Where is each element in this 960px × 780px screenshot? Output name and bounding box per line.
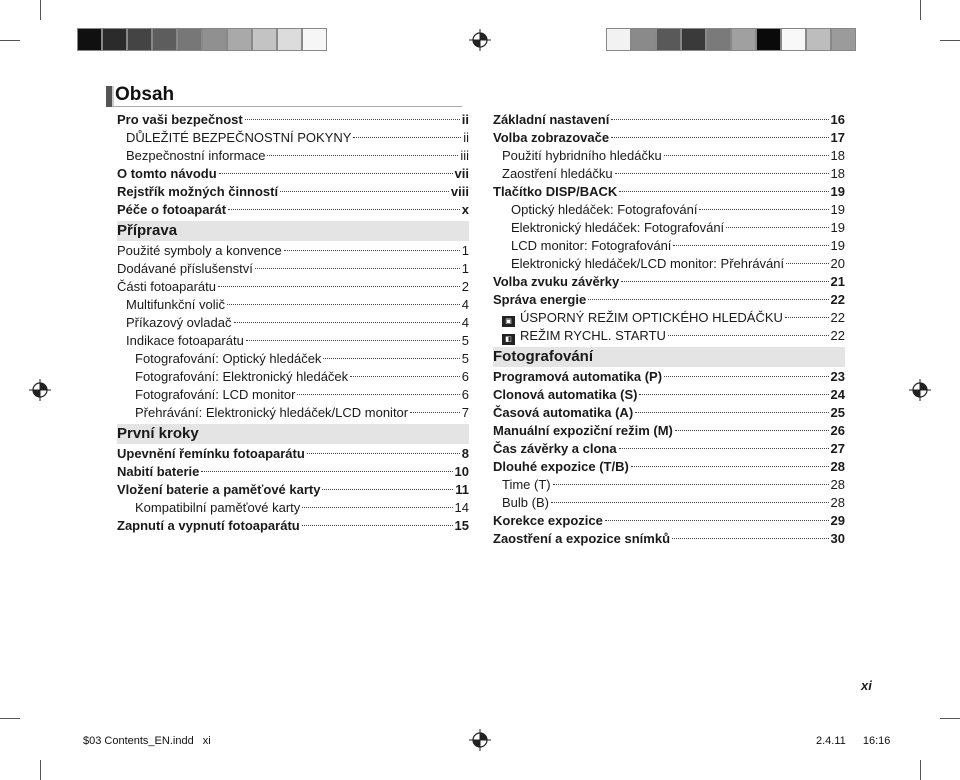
toc-entry-title: Elektronický hledáček: Fotografování: [511, 220, 725, 235]
toc-entry[interactable]: [117, 165, 469, 183]
toc-entry-page: 21: [830, 274, 845, 289]
toc-entry[interactable]: [493, 368, 845, 386]
toc-entry-page: iii: [460, 148, 469, 163]
crop-mark: [40, 760, 41, 780]
toc-entry[interactable]: [117, 463, 469, 481]
heading-marker: [106, 86, 112, 107]
toc-entry-title: Části fotoaparátu: [117, 279, 217, 294]
dot-leader: [284, 250, 460, 251]
color-swatch: [252, 28, 277, 51]
toc-entry-title: Nabití baterie: [117, 464, 200, 479]
dot-leader: [673, 245, 828, 246]
toc-entry-page: 5: [461, 351, 469, 366]
dot-leader: [786, 263, 828, 264]
toc-entry-title: Základní nastavení: [493, 112, 610, 127]
toc-entry-page: ii: [461, 112, 469, 127]
toc-entry-page: 18: [830, 148, 845, 163]
toc-entry-title: Elektronický hledáček/LCD monitor: Přehrávání: [511, 256, 785, 271]
dot-leader: [227, 304, 460, 305]
toc-entry-page: 4: [461, 315, 469, 330]
toc-entry-page: 20: [830, 256, 845, 271]
toc-entry-page: x: [461, 202, 469, 217]
dot-leader: [631, 466, 829, 467]
color-swatch: [706, 28, 731, 51]
dot-leader: [307, 453, 460, 454]
slug-date: 2.4.11: [816, 735, 846, 747]
dot-leader: [246, 340, 460, 341]
dot-leader: [611, 137, 828, 138]
registration-mark-icon: [909, 379, 931, 401]
toc-entry[interactable]: [493, 404, 845, 422]
toc-entry-page: 29: [830, 513, 845, 528]
toc-entry[interactable]: [493, 476, 845, 494]
toc-entry-title: Časová automatika (A): [493, 405, 634, 420]
dot-leader: [302, 525, 453, 526]
toc-entry-page: 19: [830, 238, 845, 253]
toc-entry[interactable]: [493, 440, 845, 458]
crop-mark: [940, 40, 960, 41]
toc-entry[interactable]: [493, 201, 845, 219]
dot-leader: [551, 502, 829, 503]
toc-entry-title: Přehrávání: Elektronický hledáček/LCD monitor: [135, 405, 409, 420]
toc-entry-title: Fotografování: Optický hledáček: [135, 351, 322, 366]
dot-leader: [201, 471, 452, 472]
slug-time: 16:16: [862, 735, 891, 747]
color-swatch: [277, 28, 302, 51]
slug-file: [83, 735, 211, 747]
toc-entry-title: LCD monitor: Fotografování: [511, 238, 672, 253]
toc-entry-page: 14: [454, 500, 469, 515]
section-heading: Fotografování: [493, 347, 845, 367]
toc-entry[interactable]: [493, 530, 845, 548]
toc-entry-page: 25: [830, 405, 845, 420]
toc-entry[interactable]: [117, 332, 469, 350]
dot-leader: [621, 281, 828, 282]
toc-entry-title: Fotografování: Elektronický hledáček: [135, 369, 349, 384]
dot-leader: [726, 227, 828, 228]
dot-leader: [267, 155, 458, 156]
color-swatch: [681, 28, 706, 51]
toc-entry-title: Bulb (B): [502, 495, 549, 510]
toc-entry[interactable]: [117, 499, 469, 517]
color-swatch: [127, 28, 152, 51]
toc-entry[interactable]: [493, 255, 845, 273]
toc-entry-title: Tlačítko DISP/BACK: [493, 184, 618, 199]
toc-entry-title: Upevnění řemínku fotoaparátu: [117, 446, 305, 461]
toc-entry-title: Zaostření hledáčku: [502, 166, 613, 181]
toc-entry[interactable]: [493, 309, 845, 327]
toc-entry-title: Zaostření a expozice snímků: [493, 531, 671, 546]
dot-leader: [218, 286, 460, 287]
toc-entry-title: Kompatibilní paměťové karty: [135, 500, 301, 515]
toc-entry[interactable]: [493, 512, 845, 530]
toc-entry-title: REŽIM RYCHL. STARTU: [520, 328, 666, 343]
toc-entry-title: Fotografování: LCD monitor: [135, 387, 296, 402]
toc-entry[interactable]: [493, 291, 845, 309]
crop-mark: [920, 760, 921, 780]
dot-leader: [228, 209, 460, 210]
dot-leader: [255, 268, 460, 269]
color-swatch: [227, 28, 252, 51]
toc-entry[interactable]: [493, 147, 845, 165]
toc-entry-page: 22: [830, 310, 845, 325]
dot-leader: [353, 137, 461, 138]
toc-entry-page: 1: [461, 243, 469, 258]
toc-entry-title: Zapnutí a vypnutí fotoaparátu: [117, 518, 300, 533]
toc-entry-title: Multifunkční volič: [126, 297, 225, 312]
toc-entry-page: 16: [830, 112, 845, 127]
dot-leader: [302, 507, 452, 508]
toc-entry-page: 4: [461, 297, 469, 312]
color-swatch: [177, 28, 202, 51]
toc-entry[interactable]: [117, 296, 469, 314]
toc-left-column: [117, 111, 469, 535]
color-swatch: [781, 28, 806, 51]
color-swatch: [631, 28, 656, 51]
toc-entry-page: 22: [830, 328, 845, 343]
color-swatch: [606, 28, 631, 51]
toc-entry-title: Vložení baterie a paměťové karty: [117, 482, 321, 497]
toc-entry-title: Bezpečnostní informace: [126, 148, 266, 163]
toc-entry-page: 17: [830, 130, 845, 145]
dot-leader: [322, 489, 453, 490]
toc-right-column: [493, 111, 845, 548]
toc-entry[interactable]: [117, 183, 469, 201]
toc-entry[interactable]: [117, 242, 469, 260]
dot-leader: [619, 191, 828, 192]
dot-leader: [245, 119, 460, 120]
toc-entry-title: Korekce expozice: [493, 513, 603, 528]
toc-entry[interactable]: [117, 147, 469, 165]
toc-entry-page: 5: [461, 333, 469, 348]
dot-leader: [410, 412, 460, 413]
toc-entry[interactable]: [117, 517, 469, 535]
toc-entry[interactable]: [117, 314, 469, 332]
dot-leader: [664, 376, 828, 377]
toc-entry[interactable]: [117, 111, 469, 129]
toc-entry[interactable]: [117, 201, 469, 219]
color-swatch: [152, 28, 177, 51]
toc-entry-page: 23: [830, 369, 845, 384]
toc-entry[interactable]: [117, 445, 469, 463]
toc-entry-page: 30: [830, 531, 845, 546]
dot-leader: [611, 119, 828, 120]
heading-rule: [112, 106, 462, 107]
dot-leader: [664, 155, 829, 156]
crop-mark: [40, 0, 41, 20]
dot-leader: [668, 335, 829, 336]
toc-entry-title: O tomto návodu: [117, 166, 217, 181]
toc-entry-title: DŮLEŽITÉ BEZPEČNOSTNÍ POKYNY: [126, 130, 352, 145]
toc-entry[interactable]: [493, 386, 845, 404]
toc-entry-title: Time (T): [502, 477, 551, 492]
crop-mark: [0, 40, 20, 41]
registration-mark-icon: [469, 729, 491, 751]
toc-entry-page: 2: [461, 279, 469, 294]
toc-entry-title: Čas závěrky a clona: [493, 441, 617, 456]
toc-entry[interactable]: [117, 481, 469, 499]
toc-entry-title: Indikace fotoaparátu: [126, 333, 244, 348]
toc-entry[interactable]: [493, 111, 845, 129]
dot-leader: [553, 484, 829, 485]
toc-entry-page: 1: [461, 261, 469, 276]
toc-entry-title: Péče o fotoaparát: [117, 202, 227, 217]
toc-entry-page: vii: [454, 166, 469, 181]
color-swatch: [102, 28, 127, 51]
dot-leader: [605, 520, 829, 521]
toc-entry-title: Správa energie: [493, 292, 587, 307]
toc-entry[interactable]: [493, 327, 845, 345]
toc-entry-page: 28: [830, 459, 845, 474]
slug-page: xi: [202, 735, 211, 747]
toc-entry-page: 19: [830, 220, 845, 235]
toc-entry-title: Dlouhé expozice (T/B): [493, 459, 629, 474]
dot-leader: [219, 173, 453, 174]
toc-entry-page: 24: [830, 387, 845, 402]
toc-entry-title: Manuální expoziční režim (M): [493, 423, 673, 438]
toc-entry-page: 27: [830, 441, 845, 456]
color-swatch: [756, 28, 781, 51]
section-heading: Příprava: [117, 221, 469, 241]
toc-entry[interactable]: [117, 278, 469, 296]
toc-entry-page: 18: [830, 166, 845, 181]
toc-entry-title: Použité symboly a konvence: [117, 243, 282, 258]
color-swatch: [806, 28, 831, 51]
dot-leader: [635, 412, 828, 413]
dot-leader: [323, 358, 459, 359]
toc-entry[interactable]: [493, 237, 845, 255]
toc-entry-title: Použití hybridního hledáčku: [502, 148, 662, 163]
toc-entry-page: 10: [454, 464, 469, 479]
dot-leader: [785, 317, 829, 318]
toc-entry-page: 15: [454, 518, 469, 533]
color-swatch: [202, 28, 227, 51]
toc-entry[interactable]: [493, 219, 845, 237]
toc-entry-page: 22: [830, 292, 845, 307]
toc-entry[interactable]: [117, 368, 469, 386]
toc-entry-title: Clonová automatika (S): [493, 387, 638, 402]
page-number: xi: [861, 678, 872, 693]
color-swatch: [731, 28, 756, 51]
toc-entry-page: 28: [830, 477, 845, 492]
toc-entry-page: 6: [461, 369, 469, 384]
toc-entry-title: Rejstřík možných činností: [117, 184, 279, 199]
color-swatch: [656, 28, 681, 51]
crop-mark: [0, 718, 20, 719]
registration-mark-icon: [469, 29, 491, 51]
toc-entry[interactable]: [117, 350, 469, 368]
toc-entry-page: 19: [830, 202, 845, 217]
toc-entry-page: 7: [461, 405, 469, 420]
toc-entry-title: Příkazový ovladač: [126, 315, 232, 330]
toc-entry[interactable]: [493, 273, 845, 291]
toc-entry-page: ii: [463, 130, 469, 145]
toc-entry[interactable]: [117, 129, 469, 147]
dot-leader: [615, 173, 829, 174]
toc-entry-title: Volba zvuku závěrky: [493, 274, 620, 289]
toc-entry-title: Pro vaši bezpečnost: [117, 112, 243, 127]
toc-entry-page: 28: [830, 495, 845, 510]
toc-entry[interactable]: [493, 129, 845, 147]
section-heading: První kroky: [117, 424, 469, 444]
toc-entry-page: 6: [461, 387, 469, 402]
dot-leader: [639, 394, 828, 395]
dot-leader: [699, 209, 828, 210]
crop-mark: [940, 718, 960, 719]
toc-entry-title: Programová automatika (P): [493, 369, 663, 384]
toc-entry-page: 26: [830, 423, 845, 438]
toc-entry[interactable]: [493, 183, 845, 201]
dot-leader: [297, 394, 459, 395]
color-calibration-bar-left: [77, 28, 327, 51]
toc-entry[interactable]: [493, 494, 845, 512]
toc-entry-title: Optický hledáček: Fotografování: [511, 202, 698, 217]
dot-leader: [588, 299, 828, 300]
ovf-power-save-icon: ▣: [502, 316, 515, 327]
color-calibration-bar-right: [606, 28, 856, 51]
toc-entry-page: 8: [461, 446, 469, 461]
dot-leader: [350, 376, 460, 377]
quick-start-icon: ◧: [502, 334, 515, 345]
crop-mark: [920, 0, 921, 20]
dot-leader: [280, 191, 449, 192]
page-title: Obsah: [115, 84, 175, 105]
toc-entry[interactable]: [493, 422, 845, 440]
color-swatch: [302, 28, 327, 51]
toc-entry-title: Volba zobrazovače: [493, 130, 610, 145]
toc-entry-page: viii: [450, 184, 469, 199]
dot-leader: [619, 448, 829, 449]
toc-entry[interactable]: [493, 458, 845, 476]
dot-leader: [675, 430, 829, 431]
registration-mark-icon: [29, 379, 51, 401]
toc-entry-title: ÚSPORNÝ REŽIM OPTICKÉHO HLEDÁČKU: [520, 310, 783, 325]
toc-entry[interactable]: [117, 386, 469, 404]
color-swatch: [831, 28, 856, 51]
toc-entry[interactable]: [117, 404, 469, 422]
slug-filename: $03 Contents_EN.indd: [83, 735, 194, 747]
toc-entry-title: Dodávané příslušenství: [117, 261, 253, 276]
dot-leader: [672, 538, 829, 539]
slug-datetime: [816, 735, 890, 747]
toc-entry-page: 11: [455, 482, 469, 497]
dot-leader: [234, 322, 460, 323]
toc-entry[interactable]: [117, 260, 469, 278]
toc-entry-page: 19: [830, 184, 845, 199]
toc-entry[interactable]: [493, 165, 845, 183]
color-swatch: [77, 28, 102, 51]
